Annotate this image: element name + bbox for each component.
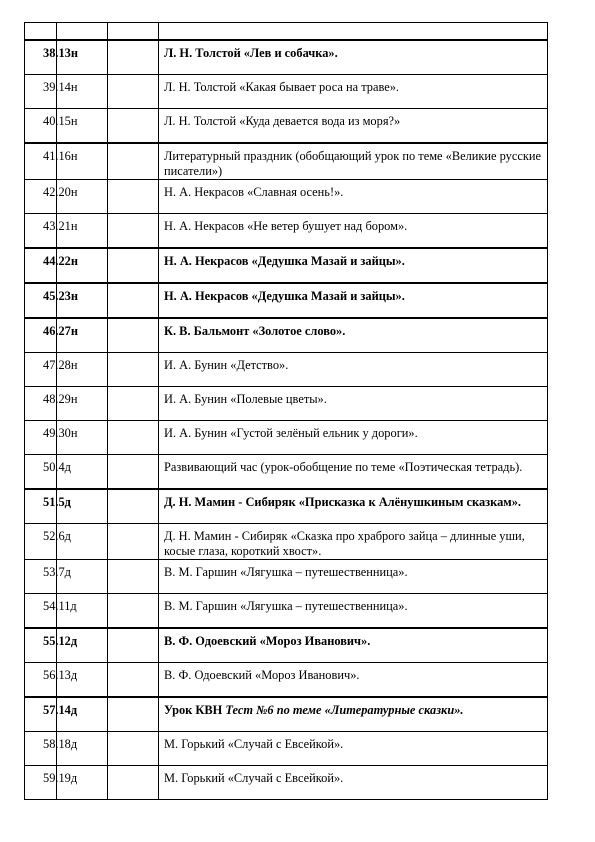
lesson-topic-text: В. М. Гаршин «Лягушка – путешественница». (164, 565, 408, 579)
row-number-cell (25, 75, 78, 109)
lesson-topic-cell (159, 560, 548, 594)
lesson-number: 47 (43, 358, 56, 372)
table-row (25, 421, 548, 455)
table-row (25, 353, 548, 387)
lesson-topic (164, 594, 547, 614)
lesson-date: .13н (55, 46, 79, 60)
table-row (25, 524, 548, 560)
lesson-topic-cell (159, 318, 548, 353)
lesson-topic-text: М. Горький «Случай с Евсейкой». (164, 737, 344, 751)
lesson-number: 39 (43, 80, 56, 94)
lesson-topic (164, 663, 547, 683)
table-row (25, 318, 548, 353)
table-row (25, 455, 548, 490)
table-row (25, 766, 548, 800)
lesson-date: .21н (55, 219, 78, 233)
row-number-cell (25, 455, 71, 490)
row-number-cell (25, 421, 78, 455)
lesson-number-and-date (43, 149, 78, 163)
lesson-topic (164, 698, 547, 718)
lesson-date: .27н (55, 324, 79, 338)
lesson-number-and-date (43, 634, 77, 648)
lesson-topic-text: Л. Н. Толстой «Какая бывает роса на траве». (164, 80, 400, 94)
lesson-topic-text: Н. А. Некрасов «Дедушка Мазай и зайцы». (164, 254, 405, 268)
lesson-topic-cell (159, 180, 548, 214)
table-row (25, 214, 548, 249)
row-number-cell (25, 180, 78, 214)
lesson-topic-text: Д. Н. Мамин - Сибиряк «Присказка к Алёнушкиным сказкам». (164, 495, 522, 509)
lesson-topic-cell (159, 663, 548, 698)
lesson-topic-cell (159, 40, 548, 75)
empty-cell (108, 75, 159, 109)
row-number-cell (25, 489, 71, 524)
lesson-date: .23н (55, 289, 79, 303)
lesson-topic-text: Литературный праздник (обобщающий урок по теме «Великие русские писатели») (164, 149, 542, 178)
lesson-topic-cell (159, 75, 548, 109)
lesson-number: 46 (43, 324, 56, 338)
row-number-cell (25, 628, 78, 663)
lesson-number-and-date (43, 80, 78, 94)
lesson-number-and-date (43, 289, 78, 303)
row-number-cell (25, 283, 79, 318)
lesson-topic-text: Н. А. Некрасов «Не ветер бушует над бором». (164, 219, 408, 233)
empty-cell (108, 489, 159, 524)
lesson-date: .7д (55, 565, 71, 579)
row-number-cell (25, 524, 71, 560)
lesson-number: 42 (43, 185, 56, 199)
lesson-topic (164, 41, 547, 61)
lesson-number-and-date (43, 254, 78, 268)
empty-cell (108, 248, 159, 283)
lesson-topic-text: В. Ф. Одоевский «Мороз Иванович». (164, 634, 371, 648)
lesson-date: .22н (55, 254, 79, 268)
empty-cell (108, 318, 159, 353)
lesson-topic-text: М. Горький «Случай с Евсейкой». (164, 771, 344, 785)
lesson-date: .5д (55, 495, 71, 509)
lesson-number: 54 (43, 599, 56, 613)
lesson-number-and-date (43, 565, 71, 579)
lesson-number-and-date (43, 599, 77, 613)
empty-cell (108, 455, 159, 490)
empty-cell (108, 109, 159, 144)
table-header-row (25, 23, 548, 41)
empty-cell (108, 628, 159, 663)
lesson-date: .29н (55, 392, 78, 406)
lesson-number-and-date (43, 529, 71, 543)
row-number-cell (25, 387, 78, 421)
lesson-topic-cell (159, 628, 548, 663)
lesson-number-and-date (43, 358, 78, 372)
lesson-topic-cell (159, 387, 548, 421)
lesson-topic (164, 109, 547, 129)
empty-cell (108, 697, 159, 732)
lesson-topic-text: В. Ф. Одоевский «Мороз Иванович». (164, 668, 360, 682)
lesson-number: 51 (43, 495, 56, 509)
lesson-topic-italic: Тест №6 по теме «Литературные сказки». (225, 703, 464, 717)
lesson-topic-cell (159, 109, 548, 144)
lesson-topic (164, 353, 547, 373)
lesson-number: 45 (43, 289, 56, 303)
empty-cell (108, 524, 159, 560)
empty-cell (108, 766, 159, 800)
lesson-number: 52 (43, 529, 56, 543)
lesson-number: 56 (43, 668, 56, 682)
empty-cell (108, 214, 159, 249)
row-number-cell (25, 732, 78, 766)
lesson-topic-cell (159, 248, 548, 283)
lesson-number: 49 (43, 426, 56, 440)
empty-cell (108, 594, 159, 629)
lesson-date: .11д (55, 599, 77, 613)
header-cell-date (57, 23, 108, 41)
lesson-topic-cell (159, 766, 548, 800)
lesson-plan-table (24, 22, 548, 800)
table-row (25, 180, 548, 214)
row-number-cell (25, 214, 78, 249)
lesson-number: 38 (43, 46, 56, 60)
lesson-number: 41 (43, 149, 56, 163)
lesson-number-and-date (43, 426, 78, 440)
lesson-topic (164, 732, 547, 752)
lesson-topic (164, 629, 547, 649)
lesson-date: .4д (55, 460, 71, 474)
lesson-topic-text: Развивающий час (урок-обобщение по теме «Поэтическая тетрадь). (164, 460, 523, 474)
table-row (25, 594, 548, 629)
table-row (25, 248, 548, 283)
lesson-number-and-date (43, 771, 77, 785)
lesson-number: 55 (43, 634, 56, 648)
lesson-date: .28н (55, 358, 78, 372)
empty-cell (108, 353, 159, 387)
table-row (25, 283, 548, 318)
empty-cell (108, 663, 159, 698)
lesson-topic-text: В. М. Гаршин «Лягушка – путешественница». (164, 599, 408, 613)
empty-cell (108, 560, 159, 594)
empty-cell (108, 283, 159, 318)
lesson-plan-table-container (24, 22, 540, 800)
lesson-topic-cell (159, 421, 548, 455)
lesson-topic-cell (159, 697, 548, 732)
lesson-number: 57 (43, 703, 56, 717)
lesson-topic-cell (159, 143, 548, 180)
table-row (25, 143, 548, 180)
lesson-date: .20н (55, 185, 78, 199)
table-row (25, 560, 548, 594)
lesson-topic (164, 421, 547, 441)
row-number-cell (25, 594, 77, 629)
lesson-number-and-date (43, 460, 71, 474)
lesson-number-and-date (43, 185, 78, 199)
lesson-topic (164, 180, 547, 200)
lesson-number-and-date (43, 703, 77, 717)
row-number-cell (25, 697, 78, 732)
table-row (25, 628, 548, 663)
lesson-topic-text: И. А. Бунин «Полевые цветы». (164, 392, 327, 406)
lesson-number: 50 (43, 460, 56, 474)
lesson-topic (164, 249, 547, 269)
lesson-topic (164, 455, 547, 475)
lesson-topic-cell (159, 732, 548, 766)
header-cell-number (25, 23, 57, 41)
lesson-topic-text: Н. А. Некрасов «Славная осень!». (164, 185, 344, 199)
lesson-topic-cell (159, 455, 548, 490)
header-cell-topic (159, 23, 548, 41)
lesson-topic (164, 524, 547, 559)
lesson-number: 43 (43, 219, 56, 233)
lesson-date: .15н (55, 114, 78, 128)
lesson-date: .16н (55, 149, 78, 163)
lesson-number-and-date (43, 219, 78, 233)
lesson-topic-cell (159, 353, 548, 387)
lesson-topic (164, 560, 547, 580)
header-cell-empty (108, 23, 159, 41)
row-number-cell (25, 766, 78, 800)
lesson-topic-text: Д. Н. Мамин - Сибиряк «Сказка про храброго зайца – длинные уши, косые глаза, короткий хвост». (164, 529, 525, 558)
lesson-topic (164, 214, 547, 234)
empty-cell (108, 180, 159, 214)
lesson-topic-text: Л. Н. Толстой «Лев и собачка». (164, 46, 338, 60)
lesson-number: 40 (43, 114, 56, 128)
row-number-cell (25, 318, 79, 353)
lesson-number-and-date (43, 114, 78, 128)
table-row (25, 663, 548, 698)
lesson-number: 59 (43, 771, 56, 785)
lesson-topic (164, 284, 547, 304)
empty-cell (108, 40, 159, 75)
lesson-date: .14д (55, 703, 78, 717)
lesson-topic (164, 75, 547, 95)
lesson-topic-text: И. А. Бунин «Густой зелёный ельник у дороги». (164, 426, 418, 440)
table-row (25, 732, 548, 766)
table-row (25, 109, 548, 144)
row-number-cell (25, 248, 79, 283)
lesson-topic-text: К. В. Бальмонт «Золотое слово». (164, 324, 346, 338)
empty-cell (108, 732, 159, 766)
lesson-number-and-date (43, 737, 77, 751)
lesson-number-and-date (43, 46, 78, 60)
lesson-number: 58 (43, 737, 56, 751)
row-number-cell (25, 560, 71, 594)
lesson-topic-cell (159, 489, 548, 524)
table-row (25, 489, 548, 524)
lesson-number: 44 (43, 254, 56, 268)
table-row (25, 40, 548, 75)
table-row (25, 387, 548, 421)
lesson-number: 48 (43, 392, 56, 406)
lesson-date: .14н (55, 80, 78, 94)
lesson-topic (164, 766, 547, 786)
lesson-topic-cell (159, 283, 548, 318)
table-row (25, 75, 548, 109)
table-row (25, 697, 548, 732)
lesson-topic-text: Н. А. Некрасов «Дедушка Мазай и зайцы». (164, 289, 405, 303)
lesson-date: .18д (55, 737, 78, 751)
lesson-number-and-date (43, 668, 77, 682)
empty-cell (108, 387, 159, 421)
lesson-topic-cell (159, 594, 548, 629)
empty-cell (108, 143, 159, 180)
lesson-topic (164, 319, 547, 339)
row-number-cell (25, 353, 78, 387)
row-number-cell (25, 663, 78, 698)
lesson-topic (164, 387, 547, 407)
row-number-cell (25, 40, 79, 75)
lesson-date: .19д (55, 771, 78, 785)
lesson-topic-cell (159, 214, 548, 249)
lesson-date: .12д (55, 634, 78, 648)
empty-cell (108, 421, 159, 455)
lesson-topic-cell (159, 524, 548, 560)
lesson-number-and-date (43, 324, 78, 338)
lesson-date: .13д (55, 668, 78, 682)
lesson-topic (164, 490, 547, 510)
lesson-topic-text: Урок КВН (164, 703, 226, 717)
lesson-date: .30н (55, 426, 78, 440)
lesson-number-and-date (43, 392, 78, 406)
lesson-topic-text: И. А. Бунин «Детство». (164, 358, 289, 372)
lesson-number-and-date (43, 495, 71, 509)
lesson-topic (164, 144, 547, 179)
lesson-date: .6д (55, 529, 71, 543)
row-number-cell (25, 109, 78, 144)
lesson-topic-text: Л. Н. Толстой «Куда девается вода из моря?» (164, 114, 401, 128)
row-number-cell (25, 143, 78, 180)
lesson-number: 53 (43, 565, 56, 579)
